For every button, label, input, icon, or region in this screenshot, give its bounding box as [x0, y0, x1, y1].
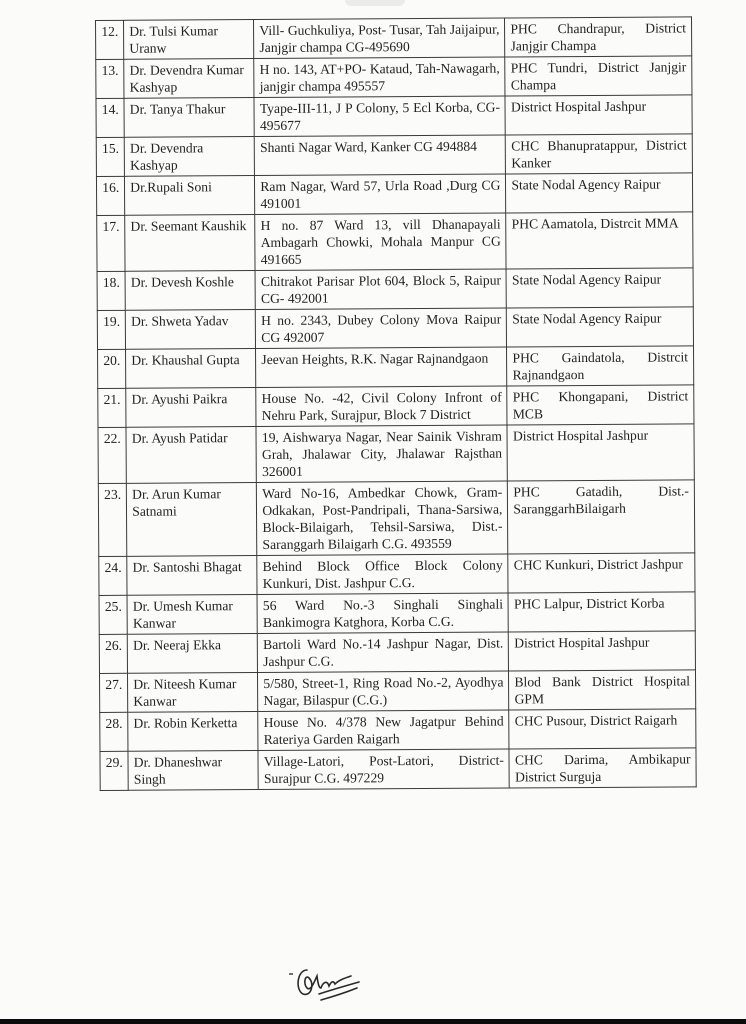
serial-number-cell: 18. [97, 271, 125, 310]
address-cell: House No. 4/378 New Jagatpur Behind Rateriya Garden Raigarh [258, 710, 509, 751]
table-row [98, 385, 694, 428]
doctor-name-cell: Dr. Seemant Kaushik [125, 215, 255, 272]
posting-place-cell: CHC Darima, Ambikapur District Surguja [509, 748, 696, 788]
doctor-name-cell: Dr.Rupali Soni [125, 176, 255, 216]
posting-place-cell: State Nodal Agency Raipur [507, 307, 694, 347]
address-cell: Village-Latori, Post-Latori, District-Surajpur C.G. 497229 [258, 749, 509, 790]
table-row [99, 670, 695, 713]
serial-number-cell: 19. [97, 310, 125, 349]
table-row [96, 95, 692, 138]
address-cell: H no. 143, AT+PO- Kataud, Tah-Nawagarh, janjgir champa 495557 [254, 57, 505, 98]
scan-bottom-edge [0, 1019, 746, 1024]
serial-number-cell: 29. [100, 751, 128, 790]
posting-place-cell: CHC Bhanupratappur, District Kanker [506, 134, 693, 174]
doctor-name-cell: Dr. Devesh Koshle [125, 271, 255, 311]
handwritten-signature-icon [285, 960, 365, 1005]
doctor-name-cell: Dr. Devendra Kashyap [124, 137, 254, 177]
doctor-name-cell: Dr. Tanya Thakur [124, 98, 254, 138]
serial-number-cell: 26. [99, 634, 127, 673]
serial-number-cell: 12. [96, 20, 124, 59]
table-row [97, 212, 693, 272]
posting-place-cell: Blod Bank District Hospital GPM [509, 670, 696, 710]
serial-number-cell: 22. [98, 427, 127, 483]
table-row [96, 56, 692, 99]
address-cell: H no. 87 Ward 13, vill Dhanapayali Ambagarh Chowki, Mohala Manpur CG 491665 [255, 213, 506, 271]
posting-place-cell: CHC Pusour, District Raigarh [509, 709, 696, 749]
doctor-name-cell: Dr. Arun Kumar Satnami [127, 483, 258, 557]
serial-number-cell: 14. [96, 98, 124, 137]
table-row [96, 173, 692, 216]
doctor-name-cell: Dr. Khaushal Gupta [126, 349, 256, 389]
serial-number-cell: 21. [98, 388, 126, 427]
posting-place-cell: District Hospital Jashpur [509, 631, 696, 671]
address-cell: Shanti Nagar Ward, Kanker CG 494884 [255, 135, 506, 176]
table-row [99, 592, 695, 635]
serial-number-cell: 28. [100, 712, 128, 751]
posting-place-cell: State Nodal Agency Raipur [506, 173, 693, 213]
doctor-name-cell: Dr. Shweta Yadav [126, 310, 256, 350]
serial-number-cell: 27. [99, 673, 127, 712]
serial-number-cell: 23. [98, 483, 127, 556]
table-row [97, 307, 693, 350]
posting-place-cell: PHC Chandrapur, District Janjgir Champa [505, 17, 692, 57]
table-row [98, 424, 694, 484]
serial-number-cell: 24. [99, 556, 127, 595]
posting-place-cell: PHC Aamatola, Distrcit MMA [506, 212, 693, 269]
posting-place-cell: CHC Kunkuri, District Jashpur [508, 553, 695, 593]
address-cell: Bartoli Ward No.-14 Jashpur Nagar, Dist. Jashpur C.G. [258, 632, 509, 673]
posting-place-cell: PHC Gaindatola, Distrcit Rajnandgaon [507, 346, 694, 386]
doctor-name-cell: Dr. Niteesh Kumar Kanwar [128, 673, 258, 713]
serial-number-cell: 15. [96, 137, 124, 176]
table-row [96, 134, 692, 177]
doctor-name-cell: Dr. Ayush Patidar [126, 427, 256, 484]
doctor-name-cell: Dr. Devendra Kumar Kashyap [124, 59, 254, 99]
table-row [97, 268, 693, 311]
table-row [99, 631, 695, 674]
address-cell: Chitrakot Parisar Plot 604, Block 5, Raipur CG- 492001 [255, 269, 506, 310]
doctor-name-cell: Dr. Neeraj Ekka [127, 634, 257, 674]
address-cell: Jeevan Heights, R.K. Nagar Rajnandgaon [256, 347, 507, 388]
address-cell: 5/580, Street-1, Ring Road No.-2, Ayodhya Nagar, Bilaspur (C.G.) [258, 671, 509, 712]
posting-place-cell: PHC Lalpur, District Korba [508, 592, 695, 632]
posting-place-cell: District Hospital Jashpur [505, 95, 692, 135]
doctor-posting-table [95, 16, 697, 791]
table-row [100, 748, 696, 791]
address-cell: 56 Ward No.-3 Singhali Singhali Bankimogra Katghora, Korba C.G. [257, 593, 508, 634]
doctor-name-cell: Dr. Ayushi Paikra [126, 388, 256, 428]
posting-place-cell: State Nodal Agency Raipur [506, 268, 693, 308]
serial-number-cell: 17. [97, 215, 126, 271]
address-cell: Ward No-16, Ambedkar Chowk, Gram-Odkakan, Post-Pandripali, Thana-Sarsiwa, Block-Bilaigarh, Tehsil-Sarsiwa, Dist.-Saranggarh Bilaigarh C.G. 493559 [257, 481, 509, 556]
table-row [98, 480, 694, 557]
serial-number-cell: 20. [98, 349, 126, 388]
table-body [96, 17, 697, 791]
doctor-name-cell: Dr. Umesh Kumar Kanwar [127, 595, 257, 635]
doctor-name-cell: Dr. Robin Kerketta [128, 712, 258, 752]
address-cell: Tyape-III-11, J P Colony, 5 Ecl Korba, CG- 495677 [254, 96, 505, 137]
posting-place-cell: PHC Khongapani, District MCB [507, 385, 694, 425]
doctor-name-cell: Dr. Tulsi Kumar Uranw [124, 20, 254, 60]
address-cell: 19, Aishwarya Nagar, Near Sainik Vishram Grah, Jhalawar City, Jhalawar Rajsthan 326001 [256, 425, 507, 483]
table-row [96, 17, 692, 60]
scan-smudge [345, 0, 405, 6]
address-cell: Vill- Guchkuliya, Post- Tusar, Tah Jaijaipur, Janjgir champa CG-495690 [254, 18, 505, 59]
posting-place-cell: District Hospital Jashpur [507, 424, 694, 481]
address-cell: Ram Nagar, Ward 57, Urla Road ,Durg CG 491001 [255, 174, 506, 215]
address-cell: House No. -42, Civil Colony Infront of Nehru Park, Surajpur, Block 7 District [256, 386, 507, 427]
doctor-name-cell: Dr. Santoshi Bhagat [127, 556, 257, 596]
posting-place-cell: PHC Tundri, District Janjgir Champa [505, 56, 692, 96]
serial-number-cell: 25. [99, 595, 127, 634]
table-row [98, 346, 694, 389]
address-cell: H no. 2343, Dubey Colony Mova Raipur CG 492007 [256, 308, 507, 349]
address-cell: Behind Block Office Block Colony Kunkuri, Dist. Jashpur C.G. [257, 554, 508, 595]
table-row [99, 553, 695, 596]
serial-number-cell: 16. [96, 176, 124, 215]
posting-place-cell: PHC Gatadih, Dist.-SaranggarhBilaigarh [508, 480, 695, 554]
serial-number-cell: 13. [96, 59, 124, 98]
table-row [100, 709, 696, 752]
doctor-name-cell: Dr. Dhaneshwar Singh [128, 751, 258, 791]
